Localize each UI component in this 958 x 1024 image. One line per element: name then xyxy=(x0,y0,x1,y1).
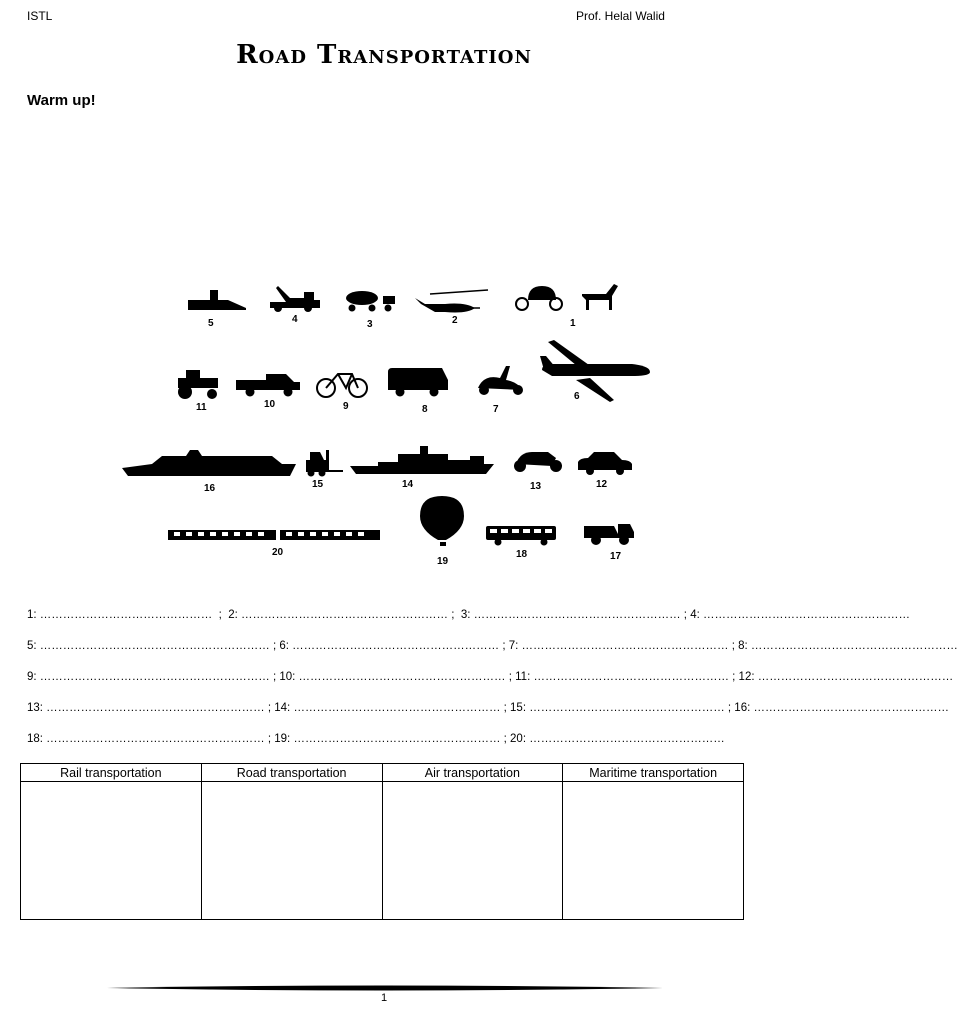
vehicle-number-20: 20 xyxy=(272,547,284,558)
forklift-icon xyxy=(306,450,343,477)
vehicle-number-12: 12 xyxy=(596,479,608,490)
header-rail: Rail transportation xyxy=(21,764,202,782)
cruise-ship-icon xyxy=(122,450,296,476)
container-ship-icon xyxy=(350,446,494,474)
vehicle-number-11: 11 xyxy=(196,402,207,413)
vehicle-number-5: 5 xyxy=(208,318,214,329)
pickup-truck-icon xyxy=(236,374,300,397)
train-icon xyxy=(168,530,380,540)
page-title: Road Transportation xyxy=(236,40,532,70)
header-road: Road transportation xyxy=(201,764,382,782)
answer-line-4[interactable]: 13: ………………………………………………… ; 14: ……………………………………………… ; 15: …………………………………………… ; 16: …………………………………………… xyxy=(27,702,949,714)
car-icon xyxy=(578,452,632,475)
header-school: ISTL xyxy=(27,9,53,23)
footer-divider xyxy=(107,984,663,992)
answer-line-2[interactable]: 5: …………………………………………………… ; 6: ……………………………………………… ; 7: ……………………………………………… ; 8: ……………………………………………… xyxy=(27,640,958,652)
vehicle-number-4: 4 xyxy=(292,314,298,325)
vehicle-number-1: 1 xyxy=(570,318,576,329)
vehicle-number-16: 16 xyxy=(204,483,216,494)
helicopter-icon xyxy=(415,290,488,313)
carriage-horse-icon xyxy=(516,284,618,310)
vehicle-number-3: 3 xyxy=(367,319,373,330)
table-header-row xyxy=(21,764,744,782)
cell-rail[interactable] xyxy=(21,782,202,920)
classification-table xyxy=(20,763,744,920)
vehicle-number-10: 10 xyxy=(264,399,276,410)
vehicle-number-17: 17 xyxy=(610,551,622,562)
camper-van-icon xyxy=(388,368,448,397)
scooter-icon xyxy=(478,366,523,395)
cell-maritime[interactable] xyxy=(563,782,744,920)
header-air: Air transportation xyxy=(382,764,563,782)
vehicle-number-6: 6 xyxy=(574,391,580,402)
vehicle-number-14: 14 xyxy=(402,479,414,490)
bicycle-icon xyxy=(317,374,367,397)
hot-air-balloon-icon xyxy=(420,496,464,546)
vehicle-number-15: 15 xyxy=(312,479,324,490)
bus-icon xyxy=(486,526,556,546)
answer-line-1[interactable]: 1: ……………………………………… ; 2: ……………………………………………… ; 3: ……………………………………………… ; 4: ……………………………………………… xyxy=(27,609,910,621)
vehicle-number-9: 9 xyxy=(343,401,349,412)
vehicle-number-13: 13 xyxy=(530,481,542,492)
vehicle-number-18: 18 xyxy=(516,549,528,560)
vehicle-number-8: 8 xyxy=(422,404,428,415)
answer-line-5[interactable]: 18: ………………………………………………… ; 19: ……………………………………………… ; 20: …………………………………………… xyxy=(27,733,725,745)
table-answer-row xyxy=(21,782,744,920)
header-maritime: Maritime transportation xyxy=(563,764,744,782)
vehicle-pictures xyxy=(0,270,768,570)
cell-air[interactable] xyxy=(382,782,563,920)
cell-road[interactable] xyxy=(201,782,382,920)
warmup-heading: Warm up! xyxy=(27,92,96,109)
cement-mixer-icon xyxy=(345,291,395,312)
tractor-icon xyxy=(178,370,218,399)
airplane-icon xyxy=(540,340,650,402)
vehicle-number-2: 2 xyxy=(452,315,458,326)
answer-line-3[interactable]: 9: …………………………………………………… ; 10: ……………………………………………… ; 11: …………………………………………… ; 12: …………………………………………… xyxy=(27,671,954,683)
page-number: 1 xyxy=(380,992,388,1004)
loader-icon xyxy=(188,290,246,310)
dump-truck-icon xyxy=(584,524,634,545)
tow-truck-icon xyxy=(270,286,320,312)
vehicle-number-19: 19 xyxy=(437,556,449,567)
vehicle-number-7: 7 xyxy=(493,404,499,415)
header-teacher: Prof. Helal Walid xyxy=(576,9,665,23)
motorcycle-icon xyxy=(514,452,562,472)
